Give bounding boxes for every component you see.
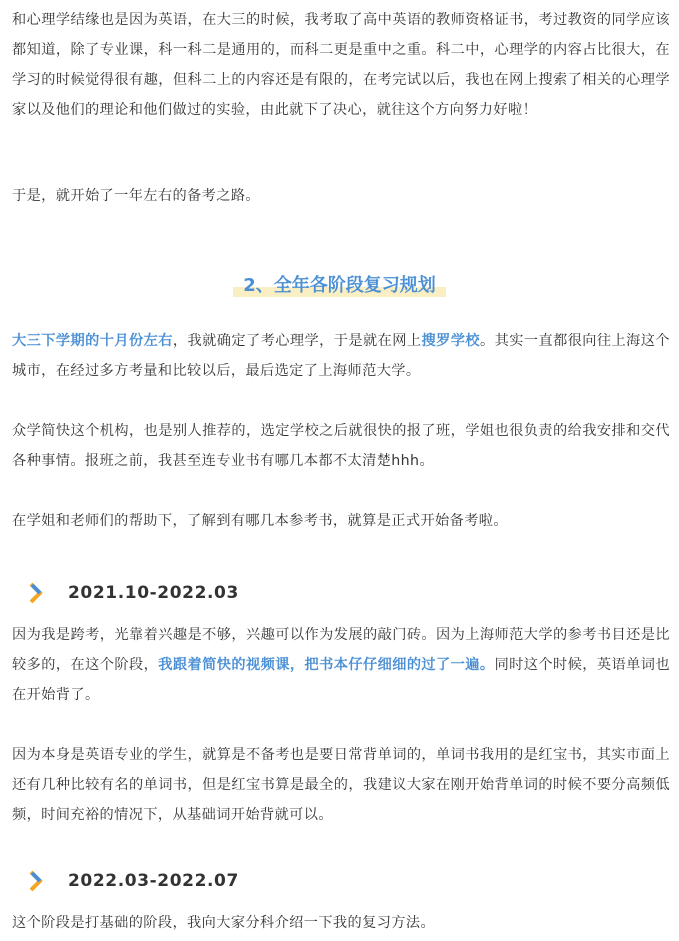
paragraph-intro: 和心理学结缘也是因为英语，在大三的时候，我考取了高中英语的教师资格证书，考过教资的同学应该都知道，除了专业课，科一科二是通用的，而科二更是重中之重。科二中，心理学的内容占比很大，在学习的时候觉得很有趣，但科二上的内容还是有限的，在考完试以后，我也在网上搜索了相关的心理学家以及他们的理论和他们做过的实验，由此就下了决心，就往这个方向努力好啦！: [12, 12, 670, 118]
chevron-right-icon: [28, 581, 46, 605]
paragraph-phase1-study: [12, 620, 670, 710]
highlight-search-school: 搜罗学校: [421, 333, 480, 349]
paragraph-text: ，我就确定了考心理学，于是就在网上: [172, 333, 422, 349]
paragraph-institution: 众学简快这个机构，也是别人推荐的，选定学校之后就很快的报了班，学姐也很负责的给我安排和交代各种事情。报班之前，我甚至连专业书有哪几本都不太清楚hhh。: [12, 423, 670, 469]
paragraph-text: 。其实一直都很向往上海这个城市，在经过多方考量和比较以后，最后选定了上海师范大学。: [12, 333, 671, 379]
phase-date-1: 2021.10-2022.03: [68, 583, 239, 603]
highlight-video-course: 我跟着简快的视频课，把书本仔仔细细的过了一遍。: [158, 657, 495, 673]
paragraph-start-prep: 于是，就开始了一年左右的备考之路。: [12, 188, 260, 204]
chevron-right-icon: [28, 869, 46, 893]
section-title-text: 2、全年各阶段复习规划: [233, 273, 446, 297]
paragraph-reference-books: 在学姐和老师们的帮助下，了解到有哪几本参考书，就算是正式开始备考啦。: [12, 513, 508, 529]
phase-heading-1: [28, 581, 239, 605]
section-heading: [0, 273, 679, 297]
paragraph-choose-school: [12, 326, 670, 386]
paragraph-vocabulary: 因为本身是英语专业的学生，就算是不备考也是要日常背单词的，单词书我用的是红宝书，其实市面上还有几种比较有名的单词书，但是红宝书算是最全的，我建议大家在刚开始背单词的时候不要分高频低频，时间充裕的情况下，从基础词开始背就可以。: [12, 747, 670, 823]
paragraph-text: 因为我是跨考，光靠着兴趣是不够，兴趣可以作为发展的敲门砖。因为上海师范大学的参考书目还是比较多的，在这个阶段，: [12, 627, 670, 673]
phase-date-2: 2022.03-2022.07: [68, 871, 239, 891]
paragraph-foundation: 这个阶段是打基础的阶段，我向大家分科介绍一下我的复习方法。: [12, 915, 436, 931]
paragraph-text: 同时这个时候，英语单词也在开始背了。: [12, 657, 670, 703]
highlight-time: 大三下学期的十月份左右: [12, 333, 173, 349]
phase-heading-2: [28, 869, 239, 893]
